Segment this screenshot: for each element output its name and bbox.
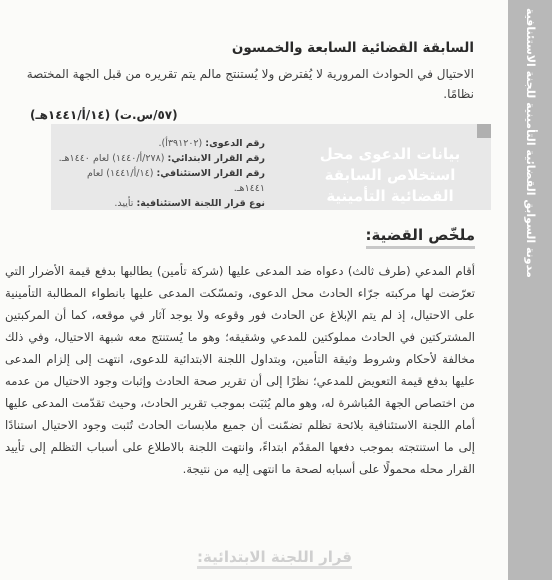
field-value: (٣٩١٢٠٢أ).	[158, 138, 203, 149]
case-summary-paragraph: أقام المدعي (طرف ثالث) دعواه ضد المدعى عليها (شركة تأمين) يطالبها بدفع قيمة الأضرار التي تعرّضت لها مركبته جرّاء الحادث محل الدعوى، وتمسّكت المدعى عليها بانطواء المطالبة التأمينية على الاحتيال، إذ لم يتم الإبلاغ عن الحادث فور وقوعه ولا يوجد آثار في موقعه، كما أن المركبتين المشتركتين في الحادث مملوكتين للمدعي وشقيقه؛ وهو ما يُستنتج معه شبهة الاحتيال، وفي ذلك مخالفة لأحكام وشروط وثيقة التأمين، وبتداول اللجنة الابتدائية للدعوى، انتهت إلى إلزام المدعى عليها بدفع قيمة التعويض للمدعي؛ نظرًا إلى أن تقرير صحة الحادث وإثبات وجود الاحتيال من عدمه من اختصاص الجهة المُباشرة له، وهو مالم يُثبَت بموجب تقرير الحادث، وحيث تقدّمت المدعى عليها أمام اللجنة الاستئنافية بلائحة تظلم تضمّنت أن جميع ملابسات الحادث تُثبت وجود الاحتيال استنادًا إلى ما استنتجته بموجب دفعها المقدّم ابتداءً، وانتهت اللجنة بالاطلاع على أسباب التظلم إلى تأييد القرار محله محمولًا على أسبابه لصحة ما انتهى إليه من نتيجة.	[5, 264, 475, 476]
field-decision-type	[55, 196, 265, 211]
corner-marker	[477, 124, 491, 138]
side-band-title: مدونة السوابق القضائية التأمينية للجنة الاستئنافية	[524, 8, 537, 278]
field-label: رقم القرار الاستئنافي:	[156, 168, 265, 179]
case-summary-heading	[366, 226, 475, 246]
field-initial-decision	[55, 151, 265, 166]
page-content	[6, 0, 502, 580]
case-details-box	[51, 124, 491, 210]
precedent-reference: (٥٧/س.ت) (١٤/أ/١٤٤١هـ)	[30, 108, 178, 122]
initial-decision-heading	[197, 548, 352, 566]
initial-decision-heading-text: قرار اللجنة الابتدائية:	[196, 548, 352, 566]
field-value: تأييد.	[114, 198, 134, 209]
case-summary-heading-text: ملخّص القضية:	[365, 226, 475, 244]
field-value: (١٤/أ/١٤٤١) لعام ١٤٤١هـ.	[87, 168, 265, 194]
precedent-principle: الاحتيال في الحوادث المرورية لا يُفترض ولا يُستنتج مالم يتم تقريره من قبل الجهة المختصة نظامًا.	[26, 67, 474, 101]
case-summary-body	[5, 260, 475, 480]
case-details-fields	[55, 136, 265, 211]
field-label: رقم القرار الابتدائي:	[167, 153, 265, 164]
heading-underline	[366, 246, 475, 249]
side-band	[508, 0, 552, 580]
field-value: (٢٧٨/أ/١٤٤٠) لعام ١٤٤٠هـ.	[58, 153, 165, 164]
field-case-number	[55, 136, 265, 151]
field-label: نوع قرار اللجنة الاستئنافية:	[136, 198, 265, 209]
field-appeal-decision	[55, 166, 265, 196]
case-details-title: بيانات الدعوى محل استخلاص السابقة القضائية التأمينية	[319, 145, 461, 205]
heading-underline	[197, 566, 352, 569]
field-label: رقم الدعوى:	[205, 138, 265, 149]
precedent-title: السابقة القضائية السابعة والخمسون	[231, 40, 474, 56]
